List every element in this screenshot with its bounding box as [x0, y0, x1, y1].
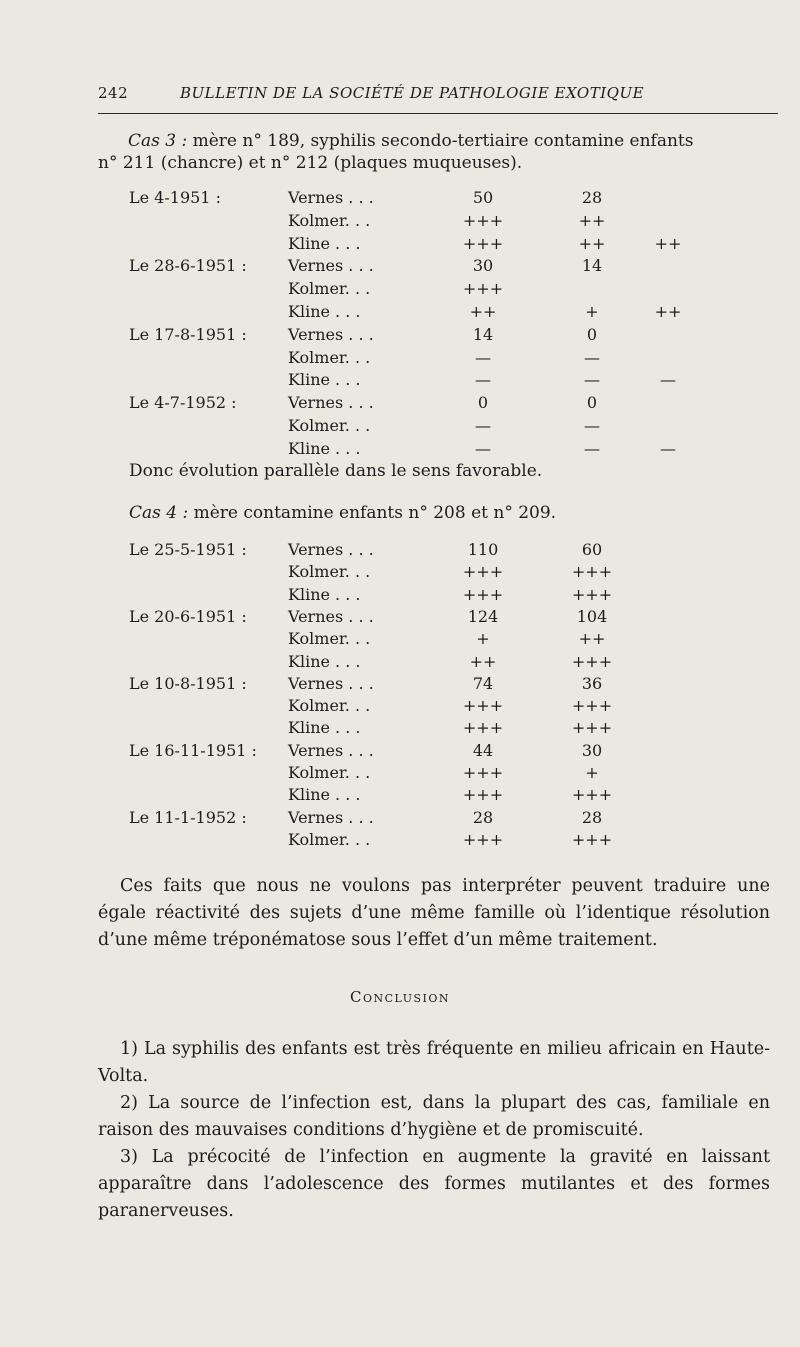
cell-v2: +++ — [571, 584, 613, 604]
table-row — [0, 302, 800, 324]
cell-v1: ++ — [469, 302, 497, 321]
cell-test: Kline . . . — [288, 370, 361, 390]
table-row — [0, 763, 800, 785]
cell-test: Kline . . . — [288, 302, 361, 321]
table-row — [0, 416, 800, 438]
table-row — [0, 348, 800, 370]
conclusion-item: 3) La précocité de l’infection en augmente la gravité en laissant apparaître dans l’adolescence des formes mutilantes et des formes paranerveuses. — [98, 1147, 770, 1221]
cell-v2: 28 — [581, 807, 603, 827]
cell-test: Vernes . . . — [288, 188, 374, 207]
cell-v1: 74 — [472, 673, 494, 693]
cell-date: Le 4-7-1952 : — [129, 393, 237, 413]
page-number: 242 — [98, 84, 129, 102]
cell-date: Le 4-1951 : — [129, 188, 221, 207]
table-row — [0, 585, 800, 607]
cell-test: Kolmer. . . — [288, 696, 371, 716]
case3-label: Cas 3 : — [128, 131, 188, 151]
cell-test: Kline . . . — [288, 785, 361, 805]
conclusion-list — [98, 1036, 770, 1225]
case4-label: Cas 4 : — [129, 503, 189, 523]
conclusion-item: 2) La source de l’infection est, dans la plupart des cas, familiale en raison des mauvaises conditions d’hygiène et de promiscuité. — [98, 1093, 770, 1140]
table-row — [0, 562, 800, 584]
cell-test: Kolmer. . . — [288, 347, 371, 367]
cell-v1: +++ — [462, 210, 504, 230]
table-row — [0, 607, 800, 629]
table-row — [0, 439, 800, 461]
table-row — [0, 540, 800, 562]
conclusion-title: Conclusion — [349, 988, 451, 1006]
cell-v1: — — [475, 438, 491, 458]
cell-test: Vernes . . . — [288, 393, 374, 413]
cell-v2: 30 — [581, 740, 603, 760]
cell-v1: 50 — [472, 188, 494, 207]
cell-test: Kolmer. . . — [288, 210, 371, 230]
cell-test: Vernes . . . — [288, 740, 374, 760]
table-row — [0, 256, 800, 278]
cell-v2: — — [584, 416, 600, 435]
case3-line1: mère n° 189, syphilis secondo-tertiaire contamine enfants — [192, 131, 694, 151]
cell-v1: +++ — [462, 584, 504, 604]
cell-v2: +++ — [571, 696, 613, 716]
table-row — [0, 325, 800, 347]
body-paragraph: Ces faits que nous ne voulons pas interpréter peuvent traduire une égale réactivité des sujets d’une même famille où l’identique résolution d’une même tréponématose sous l’effet d’un même traitement. — [98, 876, 770, 950]
cell-v1: 110 — [467, 540, 499, 559]
cell-v2: 28 — [581, 188, 603, 207]
case4-intro — [129, 502, 769, 524]
cell-test: Vernes . . . — [288, 807, 374, 827]
header-rule — [98, 113, 778, 114]
table-row — [0, 830, 800, 852]
journal-title: BULLETIN DE LA SOCIÉTÉ DE PATHOLOGIE EXOTIQUE — [180, 84, 645, 102]
cell-v1: +++ — [462, 562, 504, 582]
table-row — [0, 370, 800, 392]
cell-v2: + — [585, 302, 599, 321]
cell-test: Kolmer. . . — [288, 629, 371, 649]
cell-test: Kolmer. . . — [288, 763, 371, 782]
cell-v1: 124 — [467, 606, 499, 626]
cell-date: Le 10-8-1951 : — [129, 673, 247, 693]
cell-v2: +++ — [571, 562, 613, 582]
cell-v1: +++ — [462, 279, 504, 299]
cell-v1: +++ — [462, 785, 504, 805]
cell-test: Kline . . . — [288, 651, 361, 671]
cell-v1: 28 — [472, 807, 494, 827]
table-row — [0, 718, 800, 740]
cell-test: Kline . . . — [288, 438, 361, 458]
table-row — [0, 211, 800, 233]
cell-test: Kolmer. . . — [288, 416, 371, 435]
cell-date: Le 11-1-1952 : — [129, 807, 247, 827]
case4-line1: mère contamine enfants n° 208 et n° 209. — [193, 503, 557, 523]
table-row — [0, 393, 800, 415]
cell-v2: 36 — [581, 673, 603, 693]
cell-v2: — — [584, 438, 600, 458]
cell-v3: — — [660, 370, 676, 390]
cell-test: Kline . . . — [288, 233, 361, 253]
table-row — [0, 741, 800, 763]
cell-test: Vernes . . . — [288, 540, 374, 559]
cell-v1: +++ — [462, 763, 504, 782]
cell-v3: — — [660, 438, 676, 458]
table-row — [0, 629, 800, 651]
cell-v2: ++ — [578, 233, 606, 253]
cell-v1: +++ — [462, 696, 504, 716]
cell-date: Le 20-6-1951 : — [129, 606, 247, 626]
cell-v2: +++ — [571, 718, 613, 738]
case3-conclusion: Donc évolution parallèle dans le sens favorable. — [129, 461, 543, 481]
cell-v1: +++ — [462, 718, 504, 738]
cell-v2: +++ — [571, 829, 613, 849]
cell-v2: 14 — [581, 256, 603, 276]
cell-v2: 104 — [576, 606, 608, 626]
cell-v1: + — [476, 629, 490, 649]
cell-v1: +++ — [462, 233, 504, 253]
case3-intro — [98, 130, 778, 174]
cell-test: Vernes . . . — [288, 324, 374, 344]
cell-v1: +++ — [462, 829, 504, 849]
table-row — [0, 674, 800, 696]
cell-date: Le 28-6-1951 : — [129, 256, 247, 276]
table-row — [0, 808, 800, 830]
cell-test: Kolmer. . . — [288, 279, 371, 299]
cell-v2: — — [584, 370, 600, 390]
table-row — [0, 234, 800, 256]
cell-v2: +++ — [571, 785, 613, 805]
table-row — [0, 696, 800, 718]
cell-v2: ++ — [578, 210, 606, 230]
case3-line2: n° 211 (chancre) et n° 212 (plaques muqueuses). — [98, 153, 523, 173]
cell-v1: 14 — [472, 324, 494, 344]
cell-test: Vernes . . . — [288, 673, 374, 693]
cell-v3: ++ — [654, 302, 682, 321]
cell-test: Kline . . . — [288, 718, 361, 738]
cell-v1: — — [475, 370, 491, 390]
cell-v2: ++ — [578, 629, 606, 649]
cell-v2: 0 — [586, 393, 598, 413]
table-row — [0, 785, 800, 807]
cell-test: Kolmer. . . — [288, 829, 371, 849]
cell-v2: + — [585, 763, 599, 782]
cell-v1: 0 — [477, 393, 489, 413]
cell-v2: — — [584, 347, 600, 367]
cell-v1: — — [475, 347, 491, 367]
table-row — [0, 652, 800, 674]
table-row — [0, 188, 800, 210]
conclusion-item: 1) La syphilis des enfants est très fréquente en milieu africain en Haute-Volta. — [98, 1039, 770, 1086]
cell-v1: 30 — [472, 256, 494, 276]
cell-v3: ++ — [654, 233, 682, 253]
cell-test: Vernes . . . — [288, 256, 374, 276]
cell-test: Kline . . . — [288, 584, 361, 604]
cell-v2: 60 — [581, 540, 603, 559]
cell-test: Vernes . . . — [288, 606, 374, 626]
cell-v1: ++ — [469, 651, 497, 671]
cell-v2: 0 — [586, 324, 598, 344]
cell-date: Le 16-11-1951 : — [129, 740, 257, 760]
cell-date: Le 17-8-1951 : — [129, 324, 247, 344]
cell-date: Le 25-5-1951 : — [129, 540, 247, 559]
cell-v1: 44 — [472, 740, 494, 760]
cell-test: Kolmer. . . — [288, 562, 371, 582]
cell-v2: +++ — [571, 651, 613, 671]
cell-v1: — — [475, 416, 491, 435]
table-row — [0, 279, 800, 301]
